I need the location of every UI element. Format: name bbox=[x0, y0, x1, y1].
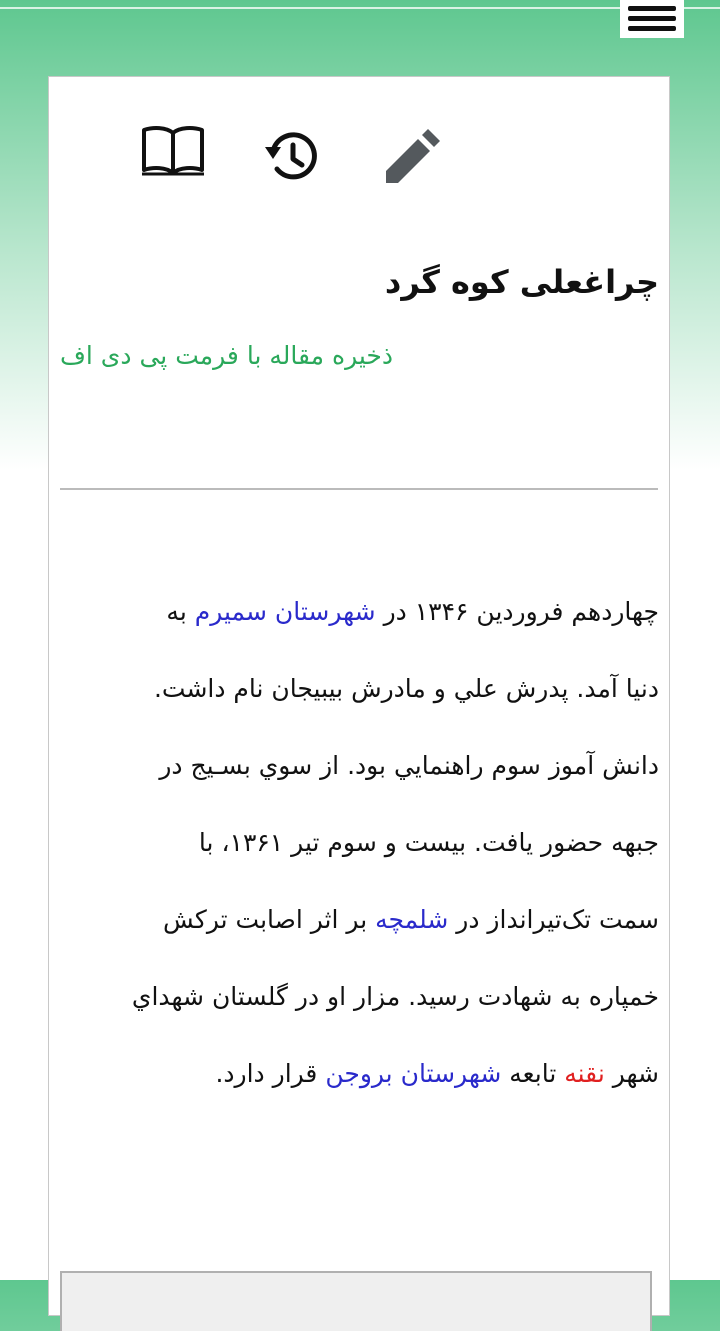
article-line bbox=[59, 1035, 659, 1112]
article-body bbox=[59, 573, 659, 1112]
link-shalamcheh[interactable]: شلمچه bbox=[375, 905, 449, 934]
article-line: دانش آموز سوم راهنمايي بود. از سوي بسـيج در bbox=[159, 751, 659, 780]
menu-bar bbox=[628, 16, 676, 21]
article-line: خمپاره به شهادت رسيد. مزار او در گلستان شهداي bbox=[131, 982, 659, 1011]
article-line bbox=[59, 881, 659, 958]
text-span: تابعه bbox=[501, 1059, 565, 1088]
text-span: سمت تک‌تيرانداز در bbox=[448, 905, 659, 934]
link-naghneh[interactable]: نقنه bbox=[564, 1059, 605, 1088]
divider bbox=[60, 488, 658, 490]
menu-bar bbox=[628, 6, 676, 11]
text-span: بر اثر اصابت ترکش bbox=[163, 905, 376, 934]
page-title: چراغعلی کوه گرد bbox=[384, 263, 659, 301]
book-icon[interactable] bbox=[141, 123, 205, 177]
link-borujen[interactable]: شهرستان بروجن bbox=[325, 1059, 502, 1088]
hamburger-menu-icon[interactable] bbox=[620, 0, 684, 38]
article-line: دنيا آمد. پدرش علي و مادرش بيبيجان نام داشت. bbox=[153, 674, 659, 703]
menu-bar bbox=[628, 26, 676, 31]
link-semirom[interactable]: شهرستان سميرم bbox=[194, 597, 376, 626]
article-line: جبهه حضور يافت. بيست و سوم تير ۱۳۶۱، با bbox=[198, 828, 659, 857]
save-pdf-link[interactable]: ذخیره مقاله با فرمت پی دی اف bbox=[60, 341, 393, 370]
text-span: چهاردهم فروردين ۱۳۴۶ در bbox=[375, 597, 659, 626]
top-accent-line bbox=[0, 7, 720, 9]
bottom-info-box bbox=[60, 1271, 652, 1331]
article-line bbox=[59, 573, 659, 650]
text-span: به bbox=[166, 597, 195, 626]
text-span: قرار دارد. bbox=[215, 1059, 326, 1088]
text-span: شهر bbox=[604, 1059, 659, 1088]
article-card bbox=[48, 76, 670, 1316]
edit-pencil-icon[interactable] bbox=[382, 129, 440, 187]
history-icon[interactable] bbox=[264, 129, 320, 185]
